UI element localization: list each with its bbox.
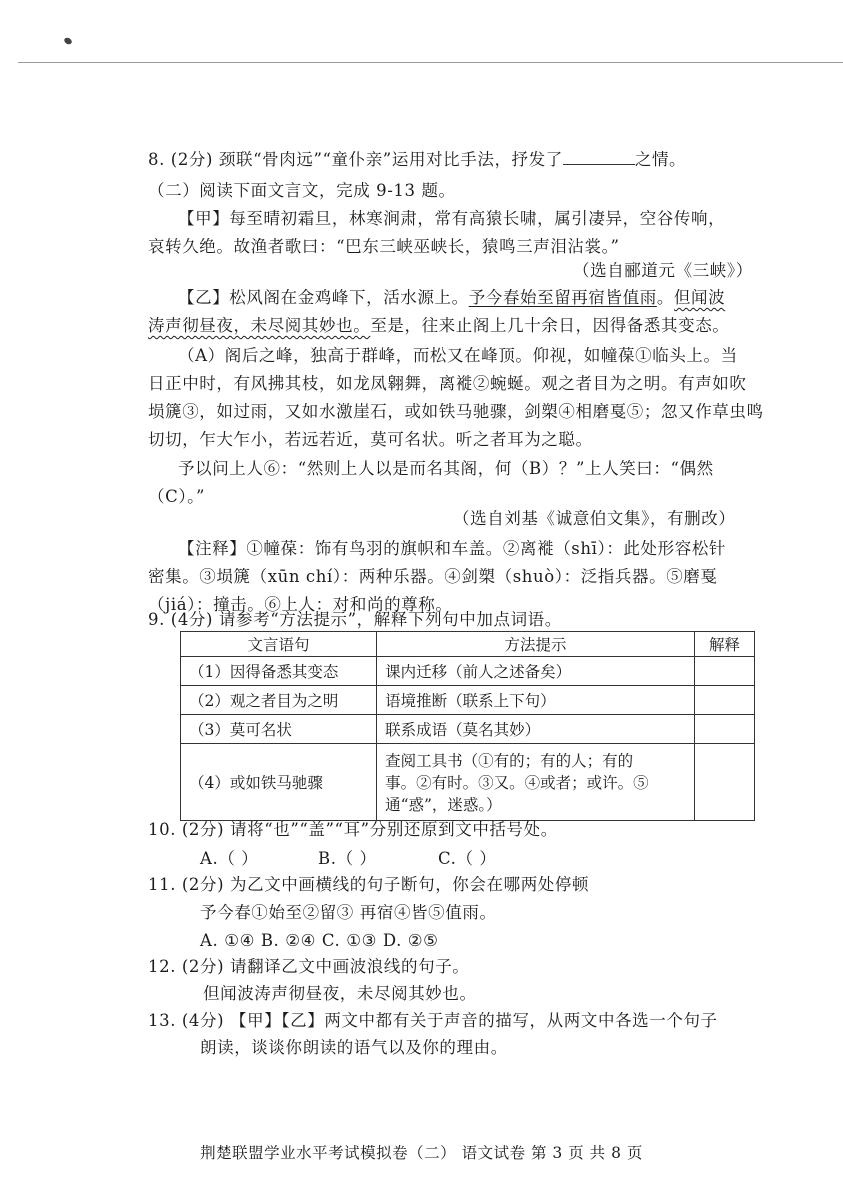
table-row [181, 686, 755, 715]
row-answer-cell[interactable] [695, 686, 755, 715]
yi-text: 【乙】松风阁在金鸡峰下，活水源上。 [178, 288, 469, 307]
question-11-sentence: 予今春①始至②留③ 再宿④皆⑤值雨。 [200, 903, 497, 922]
row-sentence: （2）观之者目为之明 [181, 686, 377, 715]
yi-paragraph-2-line-1: （A）阁后之峰，独高于群峰，而松又在峰顶。仰视，如幢葆①临头上。当 [178, 346, 738, 365]
yi-underlined-sentence: 予今春始至留再宿皆值雨 [468, 288, 657, 307]
table-row [181, 657, 755, 686]
row-hint: 课内迁移（前人之述备矣） [377, 657, 695, 686]
question-8-blank[interactable] [563, 146, 635, 165]
question-10-option-c[interactable]: C.（ ） [438, 849, 497, 868]
yi-paragraph-2-line-2: 日正中时，有风拂其枝，如龙凤翱舞，离褷②蜿蜒。观之者目为之明。有声如吹 [148, 374, 747, 393]
yi-paragraph-1-line-1 [178, 287, 725, 309]
method-table [180, 631, 755, 821]
header-method: 方法提示 [377, 632, 695, 657]
question-9-text: 9. (4分) 请参考“方法提示”，解释下列句中加点词语。 [148, 610, 562, 629]
question-8-tail: 之情。 [634, 150, 687, 169]
jia-source: （选自郦道元《三峡》） [573, 261, 753, 280]
row-answer-cell[interactable] [695, 657, 755, 686]
row-hint: 语境推断（联系上下句） [377, 686, 695, 715]
question-12-text: 12. (2分) 请翻译乙文中画波浪线的句子。 [148, 957, 470, 976]
yi-text: 。 [656, 288, 674, 307]
yi-paragraph-2-line-3: 埙篪③，如过雨，又如水激崖石，或如铁马驰骤，剑槊④相磨戛⑤；忽又作草虫鸣 [148, 402, 764, 421]
row-sentence: （1）因得备悉其变态 [181, 657, 377, 686]
row-hint-multiline [377, 744, 695, 821]
yi-paragraph-2-line-4: 切切，乍大乍小，若远若近，莫可名状。听之者耳为之聪。 [148, 430, 593, 449]
hint-line: 事。②有时。③又。④或者；或许。⑤ [385, 774, 649, 792]
header-explanation: 解释 [695, 632, 755, 657]
question-11-options[interactable]: A. ①④ B. ②④ C. ①③ D. ②⑤ [200, 931, 439, 950]
question-8 [148, 146, 686, 171]
question-13-line-2: 朗读，谈谈你朗读的语气以及你的理由。 [200, 1038, 508, 1057]
row-hint: 联系成语（莫名其妙） [377, 715, 695, 744]
row-sentence: （4）或如铁马驰骤 [181, 744, 377, 821]
row-sentence: （3）莫可名状 [181, 715, 377, 744]
jia-line-2: 哀转久绝。故渔者歌曰：“巴东三峡巫峡长，猿鸣三声泪沾裳。” [148, 237, 620, 256]
yi-wavy-sentence-end: 涛声彻昼夜，未尽阅其妙也。 [148, 316, 371, 335]
jia-line-1: 【甲】每至晴初霜旦，林寒涧肃，常有高猿长啸，属引凄异，空谷传响， [178, 209, 726, 228]
hint-line: 通“惑”，迷惑。） [385, 796, 502, 814]
yi-wavy-sentence-start: 但闻波 [673, 288, 726, 307]
question-11-text: 11. (2分) 为乙文中画横线的句子断句，你会在哪两处停顿 [148, 875, 590, 894]
notes-line-1: 【注释】①幢葆：饰有鸟羽的旗帜和车盖。②离褷（shī）：此处形容松针 [178, 539, 727, 558]
yi-source: （选自刘基《诚意伯文集》，有删改） [453, 509, 736, 528]
scan-speck [63, 36, 73, 45]
yi-paragraph-3-line-2: （C）。” [148, 487, 206, 506]
method-table-header [181, 632, 755, 657]
question-12-sentence: 但闻波涛声彻昼夜，未尽阅其妙也。 [203, 984, 477, 1003]
yi-paragraph-3-line-1: 予以问上人⑥：“然则上人以是而名其阁，何（B）？”上人笑曰：“偶然 [178, 459, 714, 478]
row-answer-cell[interactable] [695, 744, 755, 821]
page-footer: 荆楚联盟学业水平考试模拟卷（二） 语文试卷 第 3 页 共 8 页 [200, 1144, 643, 1162]
question-10-option-a[interactable]: A.（ ） [200, 849, 259, 868]
scan-edge-line [18, 62, 843, 63]
row-answer-cell[interactable] [695, 715, 755, 744]
yi-text: 至是，往来止阁上几十余日，因得备悉其变态。 [370, 316, 730, 335]
question-8-text: 8. (2分) 颈联“骨肉远”“童仆亲”运用对比手法，抒发了 [148, 150, 563, 169]
table-row [181, 744, 755, 821]
question-10-option-b[interactable]: B.（ ） [318, 849, 377, 868]
hint-line: 查阅工具书（①有的；有的人；有的 [385, 752, 634, 770]
notes-line-2: 密集。③埙篪（xūn chí）：两种乐器。④剑槊（shuò）：泛指兵器。⑤磨戛 [148, 567, 718, 586]
table-row [181, 715, 755, 744]
question-13-line-1: 13. (4分) 【甲】【乙】两文中都有关于声音的描写，从两文中各选一个句子 [148, 1011, 718, 1030]
header-sentence: 文言语句 [181, 632, 377, 657]
question-10-text: 10. (2分) 请将“也”“盖”“耳”分别还原到文中括号处。 [148, 820, 558, 839]
section-2-heading: （二）阅读下面文言文，完成 9-13 题。 [148, 181, 456, 200]
yi-paragraph-1-line-2 [148, 315, 729, 337]
notes-line-3: （jiá）：撞击。⑥上人：对和尚的尊称。 [148, 595, 453, 614]
